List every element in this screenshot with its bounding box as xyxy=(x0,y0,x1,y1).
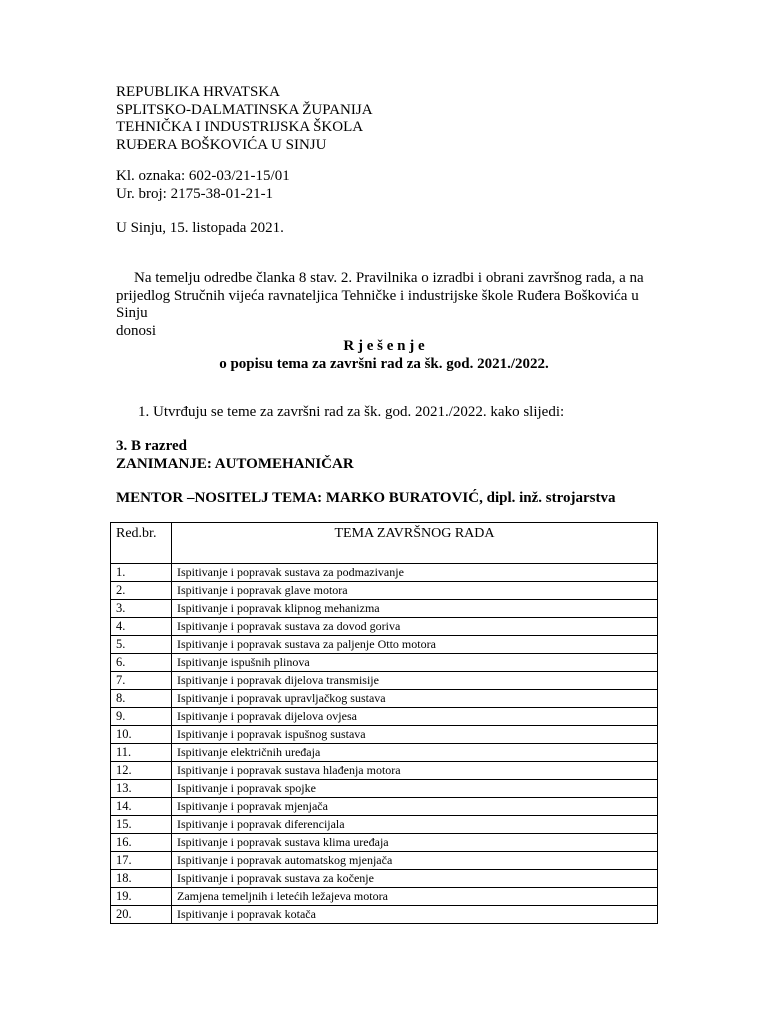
table-row xyxy=(111,762,658,780)
header-line-county: SPLITSKO-DALMATINSKA ŽUPANIJA xyxy=(116,101,373,118)
row-number: 12. xyxy=(111,762,172,780)
row-topic: Ispitivanje i popravak klipnog mehanizma xyxy=(172,600,658,618)
table-row xyxy=(111,690,658,708)
row-number: 19. xyxy=(111,888,172,906)
table-row xyxy=(111,744,658,762)
row-topic: Ispitivanje i popravak sustava klima uređaja xyxy=(172,834,658,852)
header-line-school: TEHNIČKA I INDUSTRIJSKA ŠKOLA xyxy=(116,119,364,135)
table-row xyxy=(111,852,658,870)
table-row xyxy=(111,780,658,798)
row-number: 20. xyxy=(111,906,172,924)
row-topic: Ispitivanje i popravak sustava za podmazivanje xyxy=(172,564,658,582)
intro-paragraph xyxy=(116,270,656,340)
row-number: 1. xyxy=(111,564,172,582)
mentor-label: MENTOR –NOSITELJ TEMA: MARKO BURATOVIĆ, dipl. inž. strojarstva xyxy=(116,490,616,506)
row-topic: Ispitivanje i popravak sustava za paljenje Otto motora xyxy=(172,636,658,654)
row-number: 7. xyxy=(111,672,172,690)
table-row xyxy=(111,654,658,672)
row-topic: Ispitivanje i popravak glave motora xyxy=(172,582,658,600)
row-number: 14. xyxy=(111,798,172,816)
table-row xyxy=(111,816,658,834)
row-topic: Ispitivanje i popravak spojke xyxy=(172,780,658,798)
row-number: 15. xyxy=(111,816,172,834)
table-row xyxy=(111,672,658,690)
row-topic: Ispitivanje i popravak dijelova ovjesa xyxy=(172,708,658,726)
column-header-number: Red.br. xyxy=(111,523,172,564)
table-row xyxy=(111,600,658,618)
table-row xyxy=(111,582,658,600)
table-row xyxy=(111,708,658,726)
row-topic: Ispitivanje i popravak mjenjača xyxy=(172,798,658,816)
intro-line-2: prijedlog Stručnih vijeća ravnateljica Tehničke i industrijske škole Ruđera Boškovića u Sinju xyxy=(116,287,639,321)
topics-table xyxy=(110,522,658,924)
point-one: 1. Utvrđuju se teme za završni rad za šk. god. 2021./2022. kako slijedi: xyxy=(138,404,565,420)
row-number: 13. xyxy=(111,780,172,798)
urbroj-line: Ur. broj: 2175-38-01-21-1 xyxy=(116,185,274,202)
row-topic: Ispitivanje i popravak diferencijala xyxy=(172,816,658,834)
row-topic: Zamjena temeljnih i letećih ležajeva motora xyxy=(172,888,658,906)
row-number: 3. xyxy=(111,600,172,618)
class-label: 3. B razred xyxy=(116,438,187,454)
institution-header xyxy=(116,84,373,154)
table-row xyxy=(111,636,658,654)
column-header-topic: TEMA ZAVRŠNOG RADA xyxy=(172,523,658,564)
intro-line-3: donosi xyxy=(116,322,157,339)
row-number: 6. xyxy=(111,654,172,672)
row-topic: Ispitivanje i popravak sustava hlađenja motora xyxy=(172,762,658,780)
row-number: 2. xyxy=(111,582,172,600)
row-number: 10. xyxy=(111,726,172,744)
row-topic: Ispitivanje i popravak kotača xyxy=(172,906,658,924)
row-topic: Ispitivanje ispušnih plinova xyxy=(172,654,658,672)
table-row xyxy=(111,906,658,924)
row-number: 4. xyxy=(111,618,172,636)
document-subtitle: o popisu tema za završni rad za šk. god. 2021./2022. xyxy=(219,356,549,372)
row-number: 17. xyxy=(111,852,172,870)
table-row xyxy=(111,798,658,816)
table-row xyxy=(111,888,658,906)
table-row xyxy=(111,564,658,582)
table-row xyxy=(111,870,658,888)
table-row xyxy=(111,726,658,744)
header-line-location: RUĐERA BOŠKOVIĆA U SINJU xyxy=(116,136,327,153)
row-number: 5. xyxy=(111,636,172,654)
occupation-label: ZANIMANJE: AUTOMEHANIČAR xyxy=(116,456,354,472)
date-line: U Sinju, 15. listopada 2021. xyxy=(116,220,284,236)
row-number: 11. xyxy=(111,744,172,762)
reference-block xyxy=(116,168,290,203)
row-number: 18. xyxy=(111,870,172,888)
table-header-row xyxy=(111,523,658,564)
table-body xyxy=(111,564,658,924)
row-topic: Ispitivanje i popravak dijelova transmisije xyxy=(172,672,658,690)
klasa-line: Kl. oznaka: 602-03/21-15/01 xyxy=(116,168,290,184)
row-topic: Ispitivanje i popravak ispušnog sustava xyxy=(172,726,658,744)
row-topic: Ispitivanje električnih uređaja xyxy=(172,744,658,762)
intro-line-1: Na temelju odredbe članka 8 stav. 2. Pravilnika o izradbi i obrani završnog rada, a na xyxy=(134,270,644,286)
row-topic: Ispitivanje i popravak sustava za dovod goriva xyxy=(172,618,658,636)
row-topic: Ispitivanje i popravak automatskog mjenjača xyxy=(172,852,658,870)
row-number: 8. xyxy=(111,690,172,708)
row-topic: Ispitivanje i popravak upravljačkog sustava xyxy=(172,690,658,708)
row-number: 16. xyxy=(111,834,172,852)
document-title: R j e š e n j e xyxy=(343,338,425,354)
row-number: 9. xyxy=(111,708,172,726)
header-line-country: REPUBLIKA HRVATSKA xyxy=(116,84,280,100)
row-topic: Ispitivanje i popravak sustava za kočenje xyxy=(172,870,658,888)
table-row xyxy=(111,834,658,852)
table-row xyxy=(111,618,658,636)
